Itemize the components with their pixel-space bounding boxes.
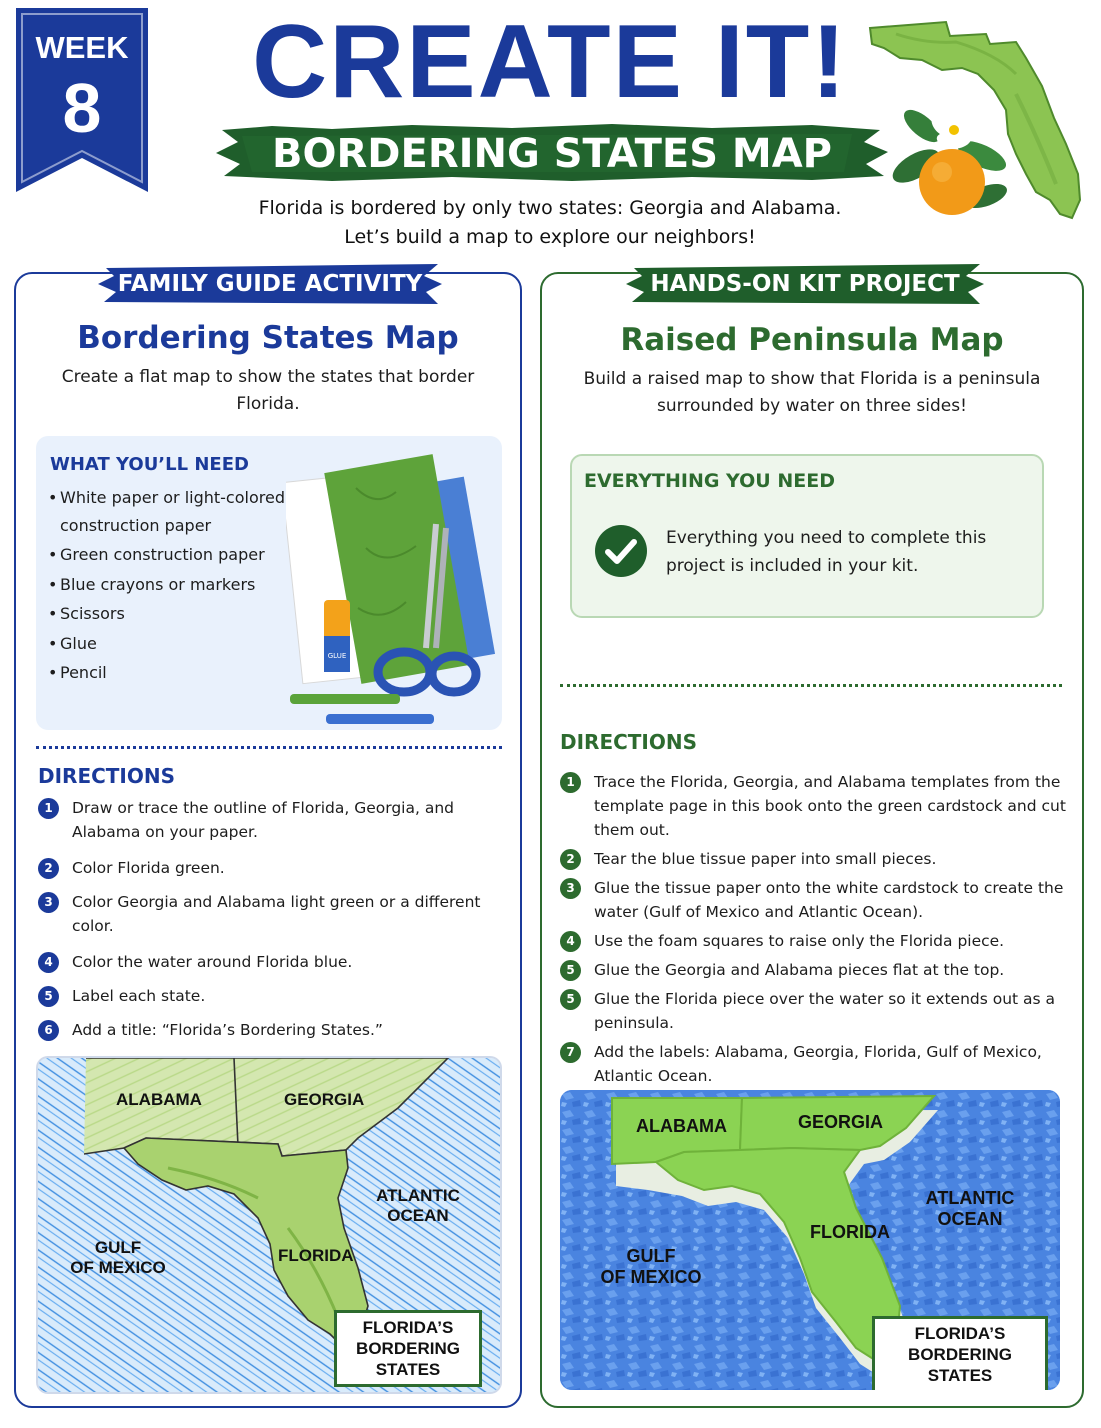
kit-text: Everything you need to complete this project is included in your kit. bbox=[666, 528, 987, 576]
step-number: 3 bbox=[560, 878, 581, 899]
orange-blossom-illustration bbox=[890, 96, 1010, 221]
list-item bbox=[560, 929, 1068, 953]
family-guide-panel bbox=[14, 272, 522, 1408]
list-item bbox=[38, 984, 508, 1008]
needs-heading: WHAT YOU’LL NEED bbox=[50, 454, 249, 475]
subtitle: BORDERING STATES MAP bbox=[272, 131, 832, 177]
step-text: Glue the Georgia and Alabama pieces flat at the top. bbox=[594, 961, 1005, 979]
step-number: 6 bbox=[38, 1020, 59, 1041]
left-directions-list bbox=[38, 796, 508, 1052]
map-label-gulf bbox=[68, 1238, 168, 1278]
map-label-alabama: ALABAMA bbox=[636, 1116, 727, 1136]
week-label: WEEK bbox=[35, 30, 129, 65]
map-label-florida: FLORIDA bbox=[278, 1246, 354, 1265]
needs-list bbox=[48, 484, 288, 689]
list-item bbox=[560, 847, 1068, 871]
supplies-illustration bbox=[286, 448, 496, 730]
list-item: • Blue crayons or markers bbox=[48, 571, 288, 599]
map-title-badge bbox=[334, 1310, 482, 1387]
list-item bbox=[38, 856, 508, 880]
step-number: 1 bbox=[560, 772, 581, 793]
list-item bbox=[38, 950, 508, 974]
map-label-atlantic bbox=[372, 1186, 464, 1226]
list-item bbox=[560, 770, 1068, 842]
list-item: • White paper or light-colored construction paper bbox=[48, 484, 288, 539]
step-number: 5 bbox=[560, 960, 581, 981]
drawn-map-example bbox=[36, 1056, 502, 1394]
page-title: CREATE IT! bbox=[252, 4, 848, 120]
list-item bbox=[38, 890, 508, 938]
list-item bbox=[560, 876, 1068, 924]
map-label-atlantic-line-1: ATLANTIC bbox=[376, 1186, 460, 1205]
kit-heading: EVERYTHING YOU NEED bbox=[584, 470, 835, 492]
step-text: Color Georgia and Alabama light green or a different color. bbox=[72, 893, 481, 935]
intro-line-2: Let’s build a map to explore our neighbors! bbox=[344, 226, 756, 248]
map-badge-line-2: BORDERING STATES bbox=[356, 1339, 460, 1379]
map-label-gulf-line-2: OF MEXICO bbox=[600, 1267, 702, 1288]
right-panel-title: Raised Peninsula Map bbox=[620, 322, 1004, 358]
left-directions-heading: DIRECTIONS bbox=[38, 764, 176, 788]
list-item: • Scissors bbox=[48, 600, 288, 628]
map-badge-line-2: BORDERING STATES bbox=[908, 1345, 1012, 1385]
step-text: Label each state. bbox=[72, 987, 206, 1005]
family-guide-ribbon bbox=[98, 262, 442, 306]
map-label-gulf-line-1: GULF bbox=[94, 1238, 142, 1257]
map-label-gulf-line-1: GULF bbox=[626, 1246, 676, 1266]
right-divider bbox=[560, 684, 1062, 687]
what-youll-need-box bbox=[36, 436, 502, 730]
everything-you-need-box bbox=[570, 454, 1044, 618]
hands-on-kit-ribbon-label: HANDS-ON KIT PROJECT bbox=[650, 271, 960, 297]
list-item bbox=[38, 796, 508, 844]
step-text: Use the foam squares to raise only the Florida piece. bbox=[594, 932, 1005, 950]
map-label-atlantic bbox=[922, 1188, 1018, 1230]
week-banner bbox=[16, 8, 148, 192]
week-number: 8 bbox=[62, 69, 102, 147]
step-text: Add the labels: Alabama, Georgia, Florida, Gulf of Mexico, Atlantic Ocean. bbox=[594, 1043, 1042, 1085]
step-text: Add a title: “Florida’s Bordering States.” bbox=[72, 1021, 383, 1039]
map-label-gulf-line-2: OF MEXICO bbox=[70, 1258, 166, 1278]
list-item bbox=[560, 987, 1068, 1035]
list-item: • Glue bbox=[48, 630, 288, 658]
left-panel-description: Create a flat map to show the states that border Florida. bbox=[61, 367, 475, 414]
map-label-atlantic-line-2: OCEAN bbox=[387, 1206, 449, 1226]
step-number: 7 bbox=[560, 1042, 581, 1063]
intro-line-1: Florida is bordered by only two states: Georgia and Alabama. bbox=[258, 197, 842, 219]
right-directions-list bbox=[560, 770, 1068, 1093]
list-item: • Pencil bbox=[48, 659, 288, 687]
hands-on-kit-ribbon bbox=[626, 262, 984, 306]
map-badge-line-1: FLORIDA’S bbox=[362, 1318, 454, 1337]
step-number: 1 bbox=[38, 798, 59, 819]
step-number: 4 bbox=[38, 952, 59, 973]
list-item bbox=[560, 1040, 1068, 1088]
step-number: 2 bbox=[560, 849, 581, 870]
intro-text bbox=[190, 194, 910, 252]
step-text: Draw or trace the outline of Florida, Georgia, and Alabama on your paper. bbox=[72, 799, 455, 841]
step-number: 4 bbox=[560, 931, 581, 952]
map-label-atlantic-line-1: ATLANTIC bbox=[925, 1188, 1015, 1208]
subtitle-ribbon bbox=[212, 122, 892, 184]
map-label-atlantic-line-2: OCEAN bbox=[937, 1209, 1003, 1230]
step-number: 2 bbox=[38, 858, 59, 879]
step-text: Tear the blue tissue paper into small pieces. bbox=[594, 850, 937, 868]
map-label-georgia: GEORGIA bbox=[798, 1112, 884, 1132]
step-text: Color the water around Florida blue. bbox=[72, 953, 353, 971]
family-guide-ribbon-label: FAMILY GUIDE ACTIVITY bbox=[117, 271, 423, 297]
left-divider bbox=[36, 746, 502, 749]
list-item: • Green construction paper bbox=[48, 541, 288, 569]
map-label-alabama: ALABAMA bbox=[116, 1090, 202, 1109]
step-number: 3 bbox=[38, 892, 59, 913]
right-directions-heading: DIRECTIONS bbox=[560, 730, 698, 754]
step-number: 5 bbox=[38, 986, 59, 1007]
raised-map-example bbox=[560, 1090, 1060, 1390]
hands-on-kit-panel bbox=[540, 272, 1084, 1408]
map-label-florida: FLORIDA bbox=[810, 1222, 890, 1242]
map-label-gulf bbox=[596, 1246, 706, 1288]
map-label-georgia: GEORGIA bbox=[284, 1090, 365, 1109]
step-number: 5 bbox=[560, 989, 581, 1010]
step-text: Glue the Florida piece over the water so it extends out as a peninsula. bbox=[594, 990, 1056, 1032]
checkmark-icon bbox=[594, 524, 648, 578]
left-panel-title: Bordering States Map bbox=[77, 320, 459, 356]
glue-label: GLUE bbox=[327, 652, 347, 660]
list-item bbox=[560, 958, 1068, 982]
right-panel-description: Build a raised map to show that Florida is a peninsula surrounded by water on three sides! bbox=[583, 369, 1041, 416]
map-badge-line-1: FLORIDA’S bbox=[914, 1324, 1006, 1343]
list-item bbox=[38, 1018, 508, 1042]
step-text: Glue the tissue paper onto the white cardstock to create the water (Gulf of Mexico and Atlantic Ocean). bbox=[594, 879, 1064, 921]
step-text: Trace the Florida, Georgia, and Alabama templates from the template page in this book onto the green cardstock and cut them out. bbox=[594, 773, 1066, 839]
map-title-badge bbox=[872, 1316, 1048, 1390]
step-text: Color Florida green. bbox=[72, 859, 225, 877]
